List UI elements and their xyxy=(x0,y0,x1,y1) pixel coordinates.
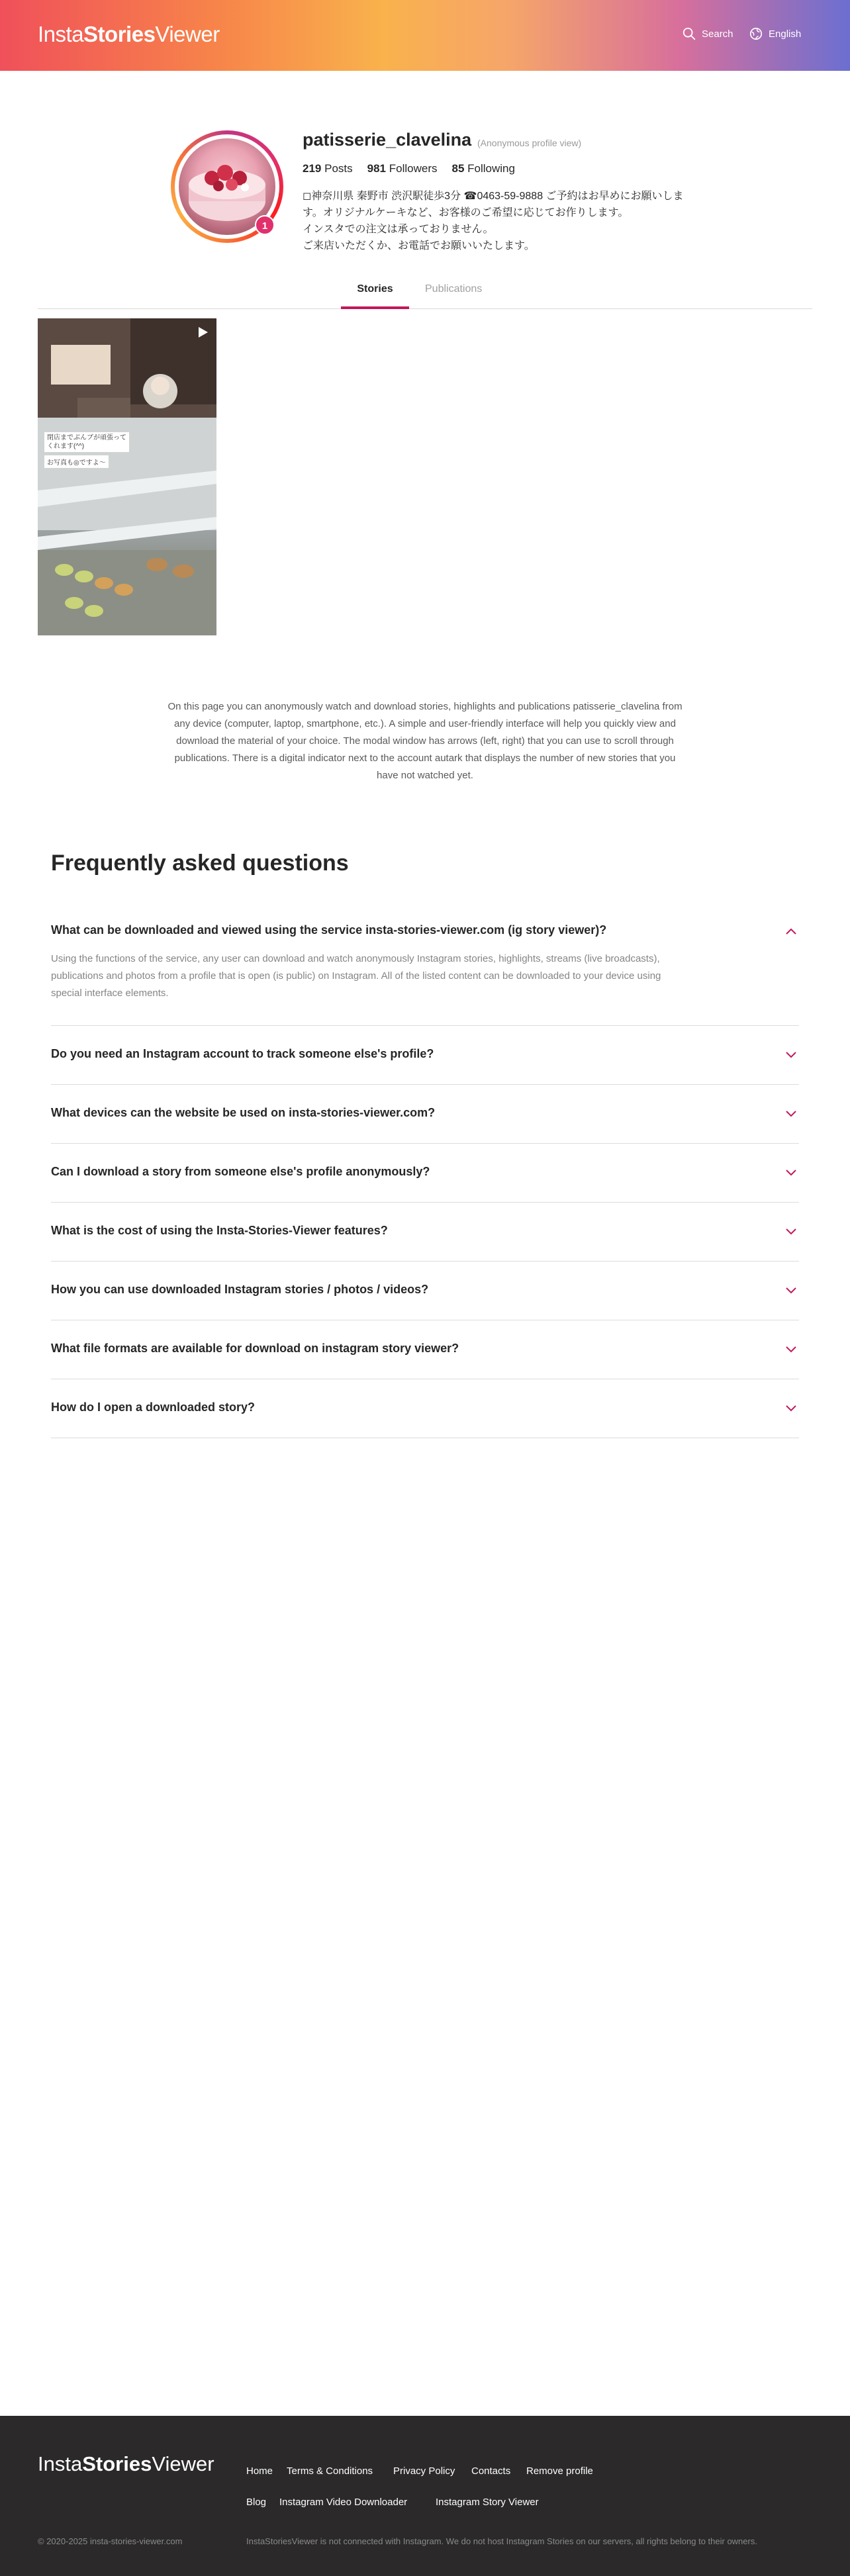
search-button[interactable]: Search xyxy=(682,26,733,41)
chevron-down-icon[interactable] xyxy=(784,1404,798,1413)
site-logo[interactable]: InstaStoriesViewer xyxy=(38,22,220,46)
language-button[interactable]: English xyxy=(749,26,801,41)
faq-answer: Using the functions of the service, any user can download and watch anonymously Instagram stories, highlights, streams (live broadcasts), publications and photos from a profile that is open (is public) on Instagram. All of the listed content can be downloaded to your device using special interface elements. xyxy=(51,953,661,999)
faq-question[interactable]: What can be downloaded and viewed using the service insta-stories-viewer.com (ig story viewer)? xyxy=(51,923,607,937)
footer-disclaimer: InstaStoriesViewer is not connected with Instagram. We do not host Instagram Stories on our servers, all rights belong to their owners. xyxy=(246,2536,757,2546)
site-header xyxy=(0,0,850,71)
profile-username: patisserie_clavelina xyxy=(303,130,472,150)
faq-question[interactable]: What devices can the website be used on insta-stories-viewer.com? xyxy=(51,1106,436,1119)
faq-item-1[interactable] xyxy=(51,913,799,1026)
faq-item-7[interactable] xyxy=(51,1320,799,1379)
faq-item-5[interactable] xyxy=(51,1203,799,1262)
chevron-down-icon[interactable] xyxy=(784,1286,798,1295)
globe-icon xyxy=(749,26,763,41)
footer-link-home[interactable]: Home xyxy=(246,2465,273,2477)
story-caption-1: 閉店までぶんブが頑張って くれます(^^) xyxy=(44,432,129,452)
tab-publications[interactable]: Publications xyxy=(425,283,483,295)
tabs-divider xyxy=(38,308,812,309)
footer-copyright: © 2020-2025 insta-stories-viewer.com xyxy=(38,2536,183,2546)
chevron-down-icon[interactable] xyxy=(784,1227,798,1236)
search-icon xyxy=(682,26,696,41)
faq-question[interactable]: How you can use downloaded Instagram stories / photos / videos? xyxy=(51,1283,429,1296)
anonymous-note: (Anonymous profile view) xyxy=(477,138,582,148)
story-card[interactable] xyxy=(38,318,216,635)
story-image xyxy=(38,318,216,635)
posts-stat: 219 Posts xyxy=(303,162,353,175)
chevron-down-icon[interactable] xyxy=(784,1050,798,1060)
faq-question[interactable]: How do I open a downloaded story? xyxy=(51,1401,256,1414)
chevron-up-icon[interactable] xyxy=(784,927,798,936)
profile-bio: ◻︎神奈川県 秦野市 渋沢駅徒歩3分 ☎︎0463-59-9888 ご予約はお早めにお願いします。オリジナルケーキなど、お客様のご希望に応じてお作りします。 インスタでの注文は承っておりません。 ご来店いただくか、お電話でお願いいたします。 xyxy=(303,191,684,252)
video-play-icon xyxy=(194,324,211,341)
faq-question[interactable]: Can I download a story from someone else's profile anonymously? xyxy=(51,1165,430,1178)
footer-link-video-downloader[interactable]: Instagram Video Downloader xyxy=(279,2497,408,2508)
faq-question[interactable]: What is the cost of using the Insta-Stories-Viewer features? xyxy=(51,1224,388,1237)
profile-stats xyxy=(303,162,515,175)
new-stories-badge: 1 xyxy=(255,215,275,235)
footer-logo[interactable]: InstaStoriesViewer xyxy=(38,2452,214,2475)
faq-item-6[interactable] xyxy=(51,1262,799,1320)
footer-link-story-viewer[interactable]: Instagram Story Viewer xyxy=(436,2497,539,2508)
faq-question[interactable]: What file formats are available for download on instagram story viewer? xyxy=(51,1342,459,1355)
story-caption-2: お写真も◎ですよ～ xyxy=(44,455,109,468)
faq-item-8[interactable] xyxy=(51,1379,799,1438)
chevron-down-icon[interactable] xyxy=(784,1168,798,1177)
active-tab-indicator xyxy=(341,306,409,309)
faq-item-3[interactable] xyxy=(51,1085,799,1144)
footer-link-blog[interactable]: Blog xyxy=(246,2497,267,2508)
chevron-down-icon[interactable] xyxy=(784,1109,798,1119)
followers-stat: 981 Followers xyxy=(367,162,438,175)
following-stat: 85 Following xyxy=(451,162,515,175)
page-description: On this page you can anonymously watch and download stories, highlights and publications patisserie_clavelina from any device (computer, laptop, smartphone, etc.). A simple and user-friendly interface will help you quickly view and download the material of your choice. The modal window has arrows (left, right) that you can use to scroll through publications. There is a digital indicator next to the account autark that displays the number of new stories that you have not watched yet. xyxy=(167,701,683,781)
tab-stories[interactable]: Stories xyxy=(357,283,393,295)
footer-link-remove-profile[interactable]: Remove profile xyxy=(526,2465,593,2477)
footer-link-contacts[interactable]: Contacts xyxy=(471,2465,511,2477)
faq-question[interactable]: Do you need an Instagram account to track someone else's profile? xyxy=(51,1047,434,1060)
site-footer xyxy=(0,2416,850,2576)
footer-link-terms[interactable]: Terms & Conditions xyxy=(287,2465,373,2477)
chevron-down-icon[interactable] xyxy=(784,1345,798,1354)
faq-item-4[interactable] xyxy=(51,1144,799,1203)
faq-title: Frequently asked questions xyxy=(51,851,349,876)
footer-link-privacy[interactable]: Privacy Policy xyxy=(393,2465,455,2477)
faq-item-2[interactable] xyxy=(51,1026,799,1085)
